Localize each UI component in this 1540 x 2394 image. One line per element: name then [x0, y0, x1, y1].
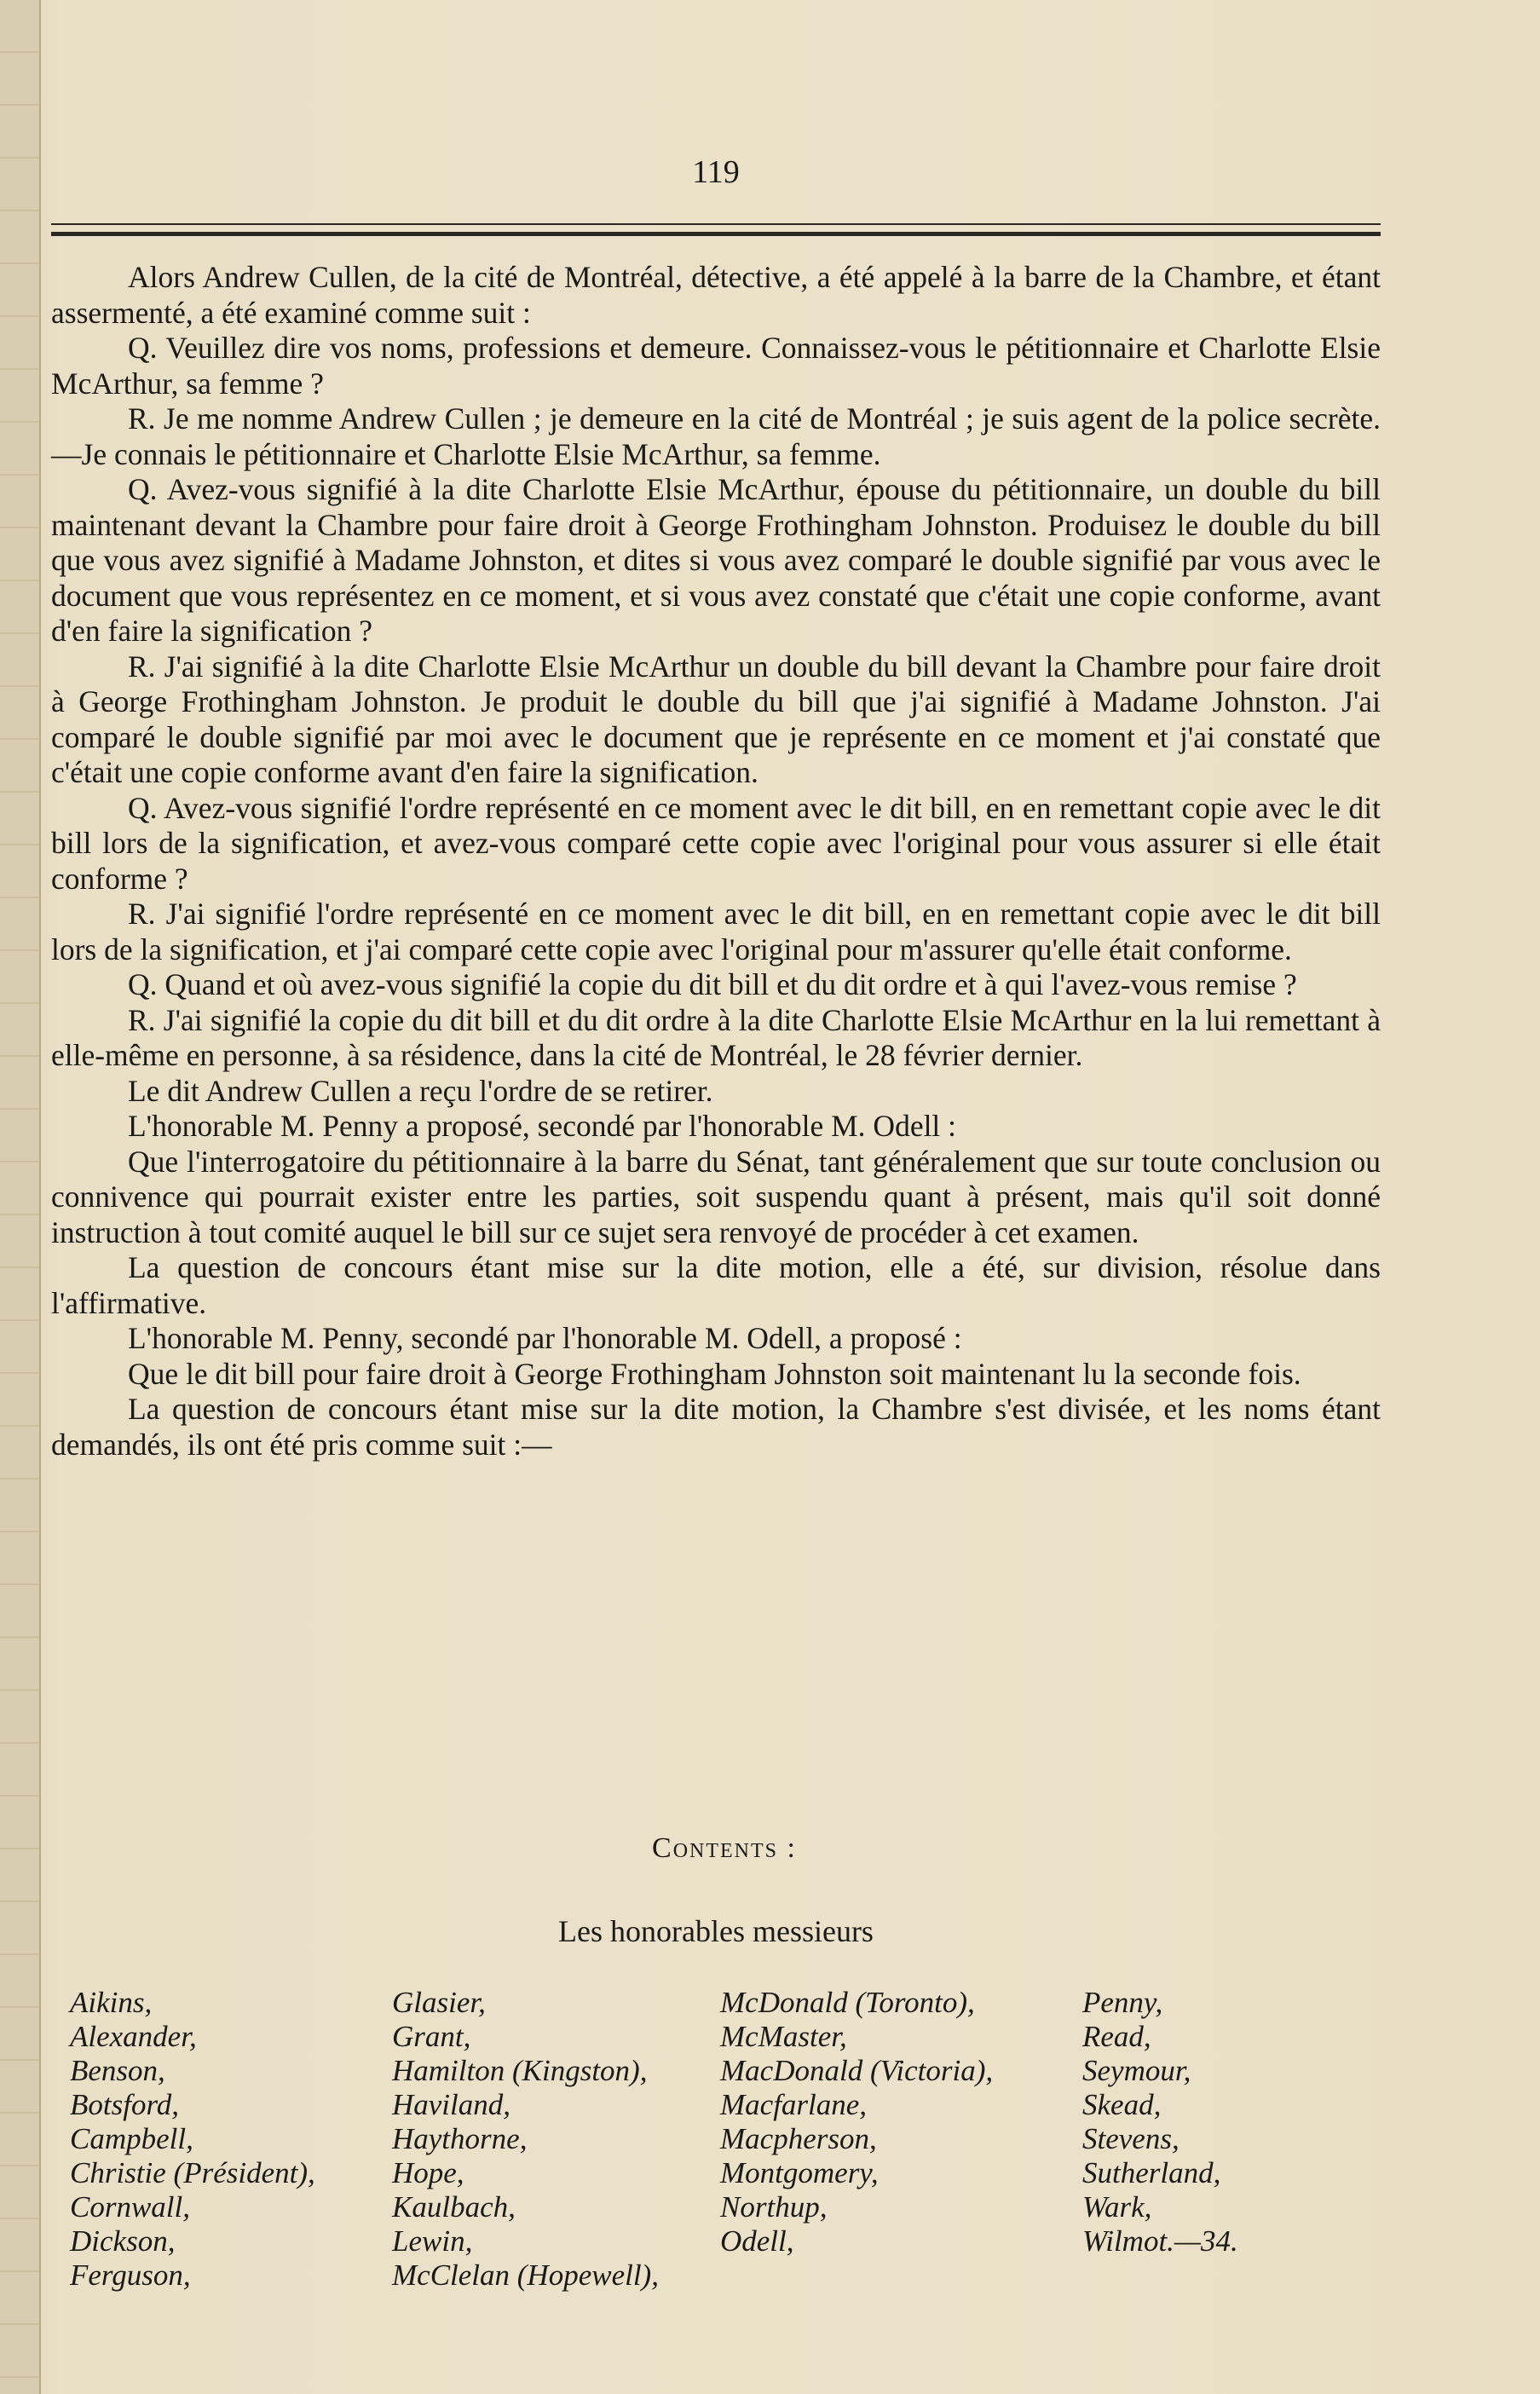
member-name: Montgomery,	[720, 2156, 879, 2189]
member-name: Grant,	[392, 2020, 471, 2053]
paragraph: La question de concours étant mise sur la dite motion, elle a été, sur division, résolue dans l'affirmative.	[51, 1250, 1381, 1320]
member-name: Wilmot.—34.	[1082, 2224, 1238, 2258]
paragraph: R. J'ai signifié l'ordre représenté en ce moment avec le dit bill, en en remettant copie avec le dit bill lors de la signification, et j'ai comparé cette copie avec l'original pour m'assurer qu'elle était conforme.	[51, 897, 1381, 966]
member-name: Stevens,	[1082, 2122, 1180, 2155]
member-name: Haythorne,	[392, 2122, 528, 2155]
member-name: McDonald (Toronto),	[720, 1986, 975, 2019]
member-name: Hamilton (Kingston),	[392, 2054, 648, 2087]
names-column-4	[1082, 1986, 1238, 2258]
paragraph: Q. Avez-vous signifié à la dite Charlotte Elsie McArthur, épouse du pétitionnaire, un double du bill maintenant devant la Chambre pour faire droit à George Frothingham Johnston. Produisez le double du bill que vous avez signifié à Madame Johnston, et dites si vous avez comparé le double signifié par vous avec le document que vous représentez en ce moment, et si vous avez constaté que c'était une copie conforme, avant d'en faire la signification ?	[51, 472, 1381, 648]
member-name: Botsford,	[70, 2088, 180, 2121]
member-name: Glasier,	[392, 1986, 486, 2019]
member-name: Campbell,	[70, 2122, 193, 2155]
members-subheading: Les honorables messieurs	[558, 1914, 874, 1948]
member-name: Macpherson,	[720, 2122, 877, 2155]
member-name: Wark,	[1082, 2190, 1152, 2224]
member-name: Christie (Président),	[70, 2156, 315, 2189]
member-name: Cornwall,	[70, 2190, 191, 2224]
paragraph: Le dit Andrew Cullen a reçu l'ordre de se retirer.	[128, 1073, 713, 1108]
header-rule-thick	[51, 232, 1381, 236]
member-name: Read,	[1082, 2020, 1151, 2053]
member-name: Seymour,	[1082, 2054, 1191, 2087]
paragraph: Q. Veuillez dire vos noms, professions et demeure. Connaissez-vous le pétitionnaire et Charlotte Elsie McArthur, sa femme ?	[51, 331, 1381, 401]
member-name: Ferguson,	[70, 2258, 191, 2292]
paragraph: Q. Quand et où avez-vous signifié la copie du dit bill et du dit ordre et à qui l'avez-vous remise ?	[128, 967, 1297, 1001]
names-column-3	[720, 1986, 993, 2258]
member-name: Lewin,	[392, 2224, 473, 2258]
member-name: Hope,	[392, 2156, 464, 2189]
member-name: Aikins,	[70, 1986, 153, 2019]
header-rule-thin	[51, 223, 1381, 225]
contents-heading: Contents :	[652, 1832, 797, 1864]
member-name: Dickson,	[70, 2224, 176, 2258]
paragraph: La question de concours étant mise sur la dite motion, la Chambre s'est divisée, et les noms étant demandés, ils ont été pris comme suit :—	[51, 1392, 1381, 1462]
paragraph: Que le dit bill pour faire droit à George Frothingham Johnston soit maintenant lu la seconde fois.	[128, 1356, 1301, 1391]
member-name: Benson,	[70, 2054, 165, 2087]
member-name: Skead,	[1082, 2088, 1162, 2121]
page-number: 119	[692, 154, 740, 190]
names-column-2	[392, 1986, 659, 2293]
member-name: Penny,	[1082, 1986, 1163, 2019]
member-name: Haviland,	[392, 2088, 511, 2121]
paragraph: R. J'ai signifié à la dite Charlotte Elsie McArthur un double du bill devant la Chambre pour faire droit à George Frothingham Johnston. Je produit le double du bill que j'ai signifié à Madame Johnston. J'ai comparé le double signifié par moi avec le document que je représente en ce moment et j'ai constaté que c'était une copie conforme avant d'en faire la signification.	[51, 649, 1381, 789]
paragraph: Que l'interrogatoire du pétitionnaire à la barre du Sénat, tant généralement que sur toute conclusion ou connivence qui pourrait exister entre les parties, soit suspendu quant à présent, mais qu'il soit donné instruction à tout comité auquel le bill sur ce sujet sera renvoyé de procéder à cet examen.	[51, 1144, 1381, 1249]
paragraph: L'honorable M. Penny a proposé, secondé par l'honorable M. Odell :	[128, 1109, 957, 1143]
paragraph: Q. Avez-vous signifié l'ordre représenté en ce moment avec le dit bill, en en remettant copie avec le dit bill lors de la signification, et avez-vous comparé cette copie avec l'original pour vous assurer si elle était conforme ?	[51, 790, 1381, 896]
paragraph: Alors Andrew Cullen, de la cité de Montréal, détective, a été appelé à la barre de la Chambre, et étant assermenté, a été examiné comme suit :	[51, 260, 1381, 330]
paragraph: L'honorable M. Penny, secondé par l'honorable M. Odell, a proposé :	[128, 1321, 962, 1355]
names-column-1	[70, 1986, 315, 2293]
member-name: Kaulbach,	[392, 2190, 516, 2224]
member-name: Macfarlane,	[720, 2088, 868, 2121]
member-name: McClelan (Hopewell),	[392, 2258, 659, 2292]
member-name: MacDonald (Victoria),	[720, 2054, 994, 2087]
member-name: Sutherland,	[1082, 2156, 1221, 2189]
member-name: Northup,	[720, 2190, 828, 2224]
book-binding-edge	[0, 0, 41, 2394]
paragraph: R. Je me nomme Andrew Cullen ; je demeure en la cité de Montréal ; je suis agent de la police secrète.—Je connais le pétitionnaire et Charlotte Elsie McArthur, sa femme.	[51, 401, 1381, 471]
paragraph: R. J'ai signifié la copie du dit bill et du dit ordre à la dite Charlotte Elsie McArthur en la lui remettant à elle-même en personne, à sa résidence, dans la cité de Montréal, le 28 février dernier.	[51, 1002, 1381, 1072]
member-name: Alexander,	[70, 2020, 197, 2053]
member-name: Odell,	[720, 2224, 794, 2258]
body-text	[51, 260, 1381, 1462]
member-name: McMaster,	[720, 2020, 847, 2053]
